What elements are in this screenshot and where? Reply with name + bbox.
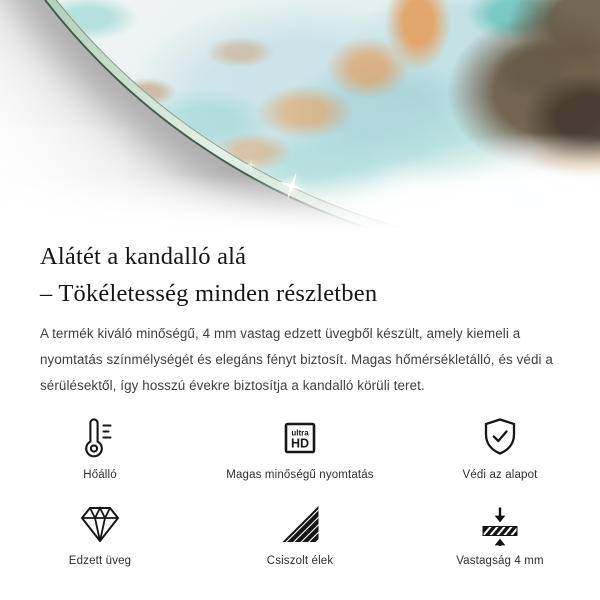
feature-label: Csiszolt élek bbox=[266, 555, 334, 567]
diamond-icon bbox=[77, 501, 123, 547]
product-description: A termék kiváló minőségű, 4 mm vastag edzett üvegből készült, amely kiemeli a nyomtatás színmélységét és elegáns fényt biztosít. Magas hőmérsékletálló, és védi a sérülésektől, így hosszú évekre biztosítja a kandalló körüli teret. bbox=[40, 326, 553, 393]
feature-polished-edges bbox=[200, 497, 400, 567]
title-line-2: – Tökéletesség minden részletben bbox=[40, 280, 378, 307]
feature-ultra-hd-print bbox=[200, 411, 400, 481]
features-grid bbox=[0, 411, 600, 567]
feature-label: Hőálló bbox=[83, 469, 117, 481]
ultra-hd-icon-text-bottom: HD bbox=[290, 436, 310, 451]
title-line-1: Alátét a kandalló alá bbox=[40, 243, 247, 270]
feature-tempered-glass bbox=[0, 497, 200, 567]
thickness-icon bbox=[477, 501, 523, 547]
feature-protects-base bbox=[400, 411, 600, 481]
feature-label: Vastagság 4 mm bbox=[456, 555, 544, 567]
ultra-hd-icon-text-top: ultra bbox=[291, 428, 309, 438]
polished-edge-icon bbox=[277, 501, 323, 547]
page-title bbox=[40, 238, 560, 312]
feature-heat-resistant bbox=[0, 411, 200, 481]
ultra-hd-icon bbox=[277, 415, 323, 461]
feature-thickness-4mm bbox=[400, 497, 600, 567]
product-text-section bbox=[0, 238, 600, 399]
product-photo bbox=[0, 0, 600, 230]
feature-label: Védi az alapot bbox=[462, 469, 538, 481]
thermometer-icon bbox=[77, 415, 123, 461]
shield-check-icon bbox=[477, 415, 523, 461]
feature-label: Magas minőségű nyomtatás bbox=[226, 469, 374, 481]
feature-label: Edzett üveg bbox=[68, 555, 132, 567]
